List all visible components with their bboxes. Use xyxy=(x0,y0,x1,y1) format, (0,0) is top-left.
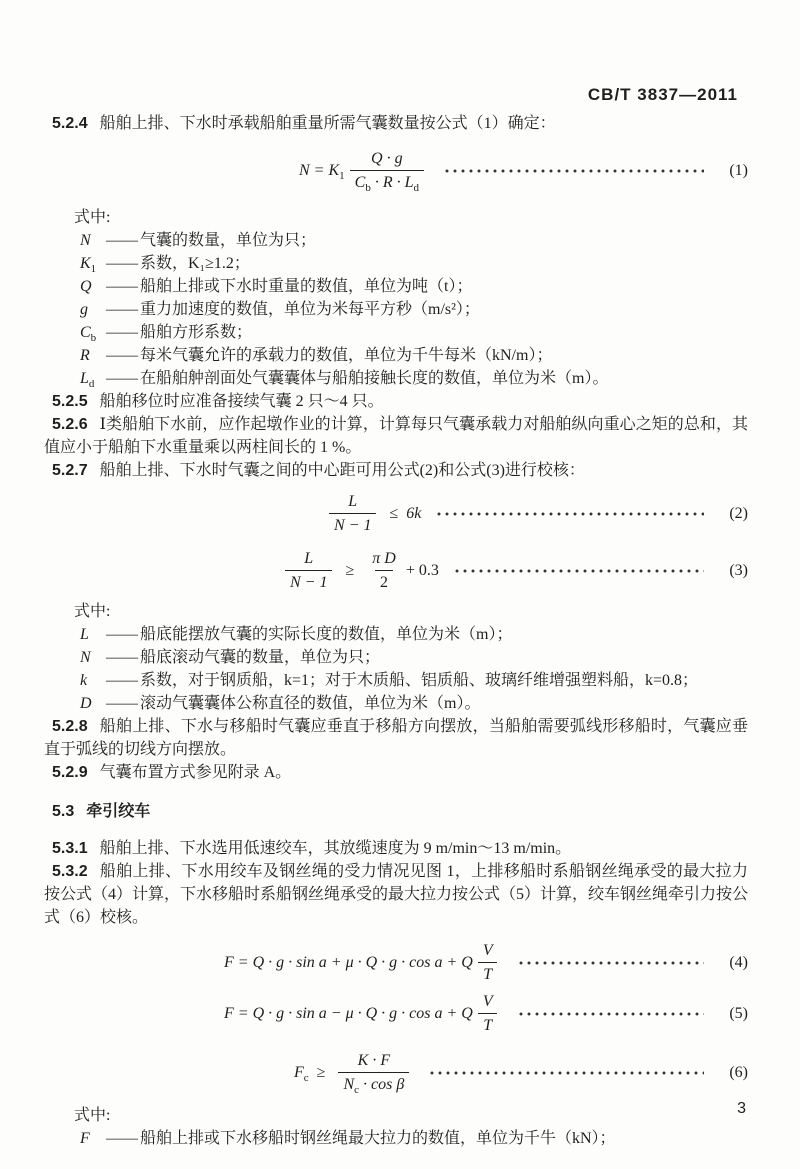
clause-5-2-9 xyxy=(44,761,748,784)
definition-item: $L_d$ —— 在船舶舯剖面处气囊囊体与船舶接触长度的数值，单位为米（m）。 xyxy=(80,370,609,391)
where-label: 式中: xyxy=(74,1107,111,1124)
fraction: $\frac{K \cdot F}{N_c \cdot \cos \beta}$ xyxy=(338,1049,409,1096)
definition-text: 重力加速度的数值，单位为米每平方秒（m/s²）； xyxy=(140,301,480,318)
definition-text: 滚动气囊囊体公称直径的数值，单位为米（m）。 xyxy=(140,695,481,712)
definition-item: k —— 系数，对于钢质船，k=1；对于木质船、铝质船、玻璃纤维增强塑料船，k=0.8； xyxy=(80,672,699,689)
formula-2 xyxy=(44,490,748,537)
where-label: 式中: xyxy=(74,209,111,226)
definition-text: 船舶方形系数； xyxy=(140,324,253,341)
definition-text: 船底能摆放气囊的实际长度的数值，单位为米（m）； xyxy=(140,626,513,643)
definition-item: F —— 船舶上排或下水移船时钢丝绳最大拉力的数值，单位为千牛（kN）； xyxy=(80,1130,616,1147)
formula-2-body: $\frac{L}{N - 1}$ ≤ 6k xyxy=(324,490,421,537)
fraction: $\frac{V}{T}$ xyxy=(478,939,498,986)
definition-item: Q —— 船舶上排或下水时重量的数值，单位为吨（t）； xyxy=(80,278,473,295)
clause-text: Ⅰ类船舶下水前，应作起墩作业的计算，计算每只气囊承载力对船舶纵向重心之矩的总和，其值应小于船舶下水重量乘以两柱间长的 1 %。 xyxy=(44,416,748,456)
clause-5-2-5 xyxy=(44,390,748,413)
clause-number: 5.2.4 xyxy=(52,115,88,132)
clause-text: 船舶上排、下水选用低速绞车，其放缆速度为 9 m/min～13 m/min。 xyxy=(99,840,572,857)
definition-text: 船舶上排或下水移船时钢丝绳最大拉力的数值，单位为千牛（kN）； xyxy=(140,1130,616,1147)
definition-item: g —— 重力加速度的数值，单位为米每平方秒（m/s²）； xyxy=(80,301,480,318)
fraction: $\frac{L}{N - 1}$ xyxy=(329,490,376,537)
formula-5 xyxy=(44,990,748,1037)
clause-number: 5.2.7 xyxy=(52,462,88,479)
clause-text: 船舶上排、下水时承载船舶重量所需气囊数量按公式（1）确定： xyxy=(99,115,556,132)
formula-4-body: F = Q · g · sin a + μ · Q · g · cos a + Q $\frac{V}{T}$ xyxy=(224,939,503,986)
formula-1-body: $N = K_1$ $\frac{Q \cdot g}{C_b \cdot R \cdot L_d}$ xyxy=(299,147,429,194)
definition-text: 在船舶舯剖面处气囊囊体与船舶接触长度的数值，单位为米（m）。 xyxy=(140,370,609,387)
dotted-leader xyxy=(443,169,704,173)
fraction: $\frac{\text{π D}}{2}$ xyxy=(367,547,401,594)
formula-3-body: $\frac{L}{N - 1}$ ≥ $\frac{\text{π D}}{2}$ + 0.3 xyxy=(280,547,439,594)
equation-number: (3) xyxy=(729,562,748,579)
where-label: 式中: xyxy=(74,603,111,620)
formula-3 xyxy=(44,547,748,594)
definition-text: 船舶上排或下水时重量的数值，单位为吨（t）； xyxy=(140,278,473,295)
clause-5-2-7 xyxy=(44,459,748,482)
dotted-leader xyxy=(428,1071,704,1075)
fraction: $\frac{V}{T}$ xyxy=(478,990,498,1037)
formula-1 xyxy=(44,147,748,194)
heading-5-3 xyxy=(44,800,748,823)
definition-item: D —— 滚动气囊囊体公称直径的数值，单位为米（m）。 xyxy=(80,695,481,712)
definition-item: L —— 船底能摆放气囊的实际长度的数值，单位为米（m）； xyxy=(80,626,513,643)
dotted-leader xyxy=(435,512,704,516)
equation-number: (2) xyxy=(729,505,748,522)
clause-5-2-8 xyxy=(44,715,748,761)
standard-number-header: CB/T 3837—2011 xyxy=(587,85,738,104)
page-content xyxy=(44,112,748,1150)
clause-number: 5.2.6 xyxy=(52,416,88,433)
definition-item: N —— 气囊的数量，单位为只； xyxy=(80,232,317,249)
clause-number: 5.3.1 xyxy=(52,840,88,857)
equation-number: (6) xyxy=(729,1064,748,1081)
heading-text: 牵引绞车 xyxy=(86,803,151,820)
clause-5-2-6 xyxy=(44,413,748,459)
formula-6-body: $F_c$ ≥ $\frac{K \cdot F}{N_c \cdot \cos \beta}$ xyxy=(294,1049,414,1096)
dotted-leader xyxy=(453,569,704,573)
definition-item: $K_1$ —— 系数，K₁≥1.2； xyxy=(80,255,250,276)
clause-text: 船舶上排、下水时气囊之间的中心距可用公式(2)和公式(3)进行校核： xyxy=(99,462,585,479)
formula-4 xyxy=(44,939,748,986)
clause-5-2-4 xyxy=(44,112,748,135)
page-number: 3 xyxy=(737,1100,746,1117)
clause-5-3-1 xyxy=(44,837,748,860)
clause-5-3-2 xyxy=(44,860,748,929)
equation-number: (1) xyxy=(729,162,748,179)
definition-text: 每米气囊允许的承载力的数值，单位为千牛每米（kN/m）； xyxy=(140,347,553,364)
clause-text: 船舶移位时应准备接续气囊 2 只～4 只。 xyxy=(99,393,384,410)
formula-5-body: F = Q · g · sin a − μ · Q · g · cos a + Q $\frac{V}{T}$ xyxy=(224,990,503,1037)
definition-item: $C_b$ —— 船舶方形系数； xyxy=(80,324,253,345)
dotted-leader xyxy=(517,961,704,965)
formula-6 xyxy=(44,1049,748,1096)
definition-item: N —— 船底滚动气囊的数量，单位为只； xyxy=(80,649,381,666)
clause-text: 气囊布置方式参见附录 A。 xyxy=(99,764,292,781)
definition-item: R —— 每米气囊允许的承载力的数值，单位为千牛每米（kN/m）； xyxy=(80,347,553,364)
equation-number: (5) xyxy=(729,1005,748,1022)
definition-text: 系数，对于钢质船，k=1；对于木质船、铝质船、玻璃纤维增强塑料船，k=0.8； xyxy=(140,672,699,689)
definition-text: 船底滚动气囊的数量，单位为只； xyxy=(140,649,381,666)
fraction: $\frac{L}{N - 1}$ xyxy=(285,547,332,594)
clause-number: 5.2.9 xyxy=(52,764,88,781)
clause-number: 5.3.2 xyxy=(52,863,88,880)
definition-text: 气囊的数量，单位为只； xyxy=(140,232,317,249)
equation-number: (4) xyxy=(729,954,748,971)
clause-number: 5.3 xyxy=(52,803,75,820)
clause-text: 船舶上排、下水用绞车及钢丝绳的受力情况见图 1，上排移船时系船钢丝绳承受的最大拉力按公式（4）计算，下水移船时系船钢丝绳承受的最大拉力按公式（5）计算，绞车钢丝绳牵引力按公式（6）校核。 xyxy=(44,863,749,926)
fraction: $\frac{Q \cdot g}{C_b \cdot R \cdot L_d}$ xyxy=(350,147,424,194)
clause-number: 5.2.8 xyxy=(52,718,88,735)
dotted-leader xyxy=(517,1012,704,1016)
clause-text: 船舶上排、下水与移船时气囊应垂直于移船方向摆放，当船舶需要弧线形移船时，气囊应垂直于弧线的切线方向摆放。 xyxy=(44,718,748,758)
clause-number: 5.2.5 xyxy=(52,393,88,410)
definition-text: 系数，K₁≥1.2； xyxy=(140,255,250,272)
